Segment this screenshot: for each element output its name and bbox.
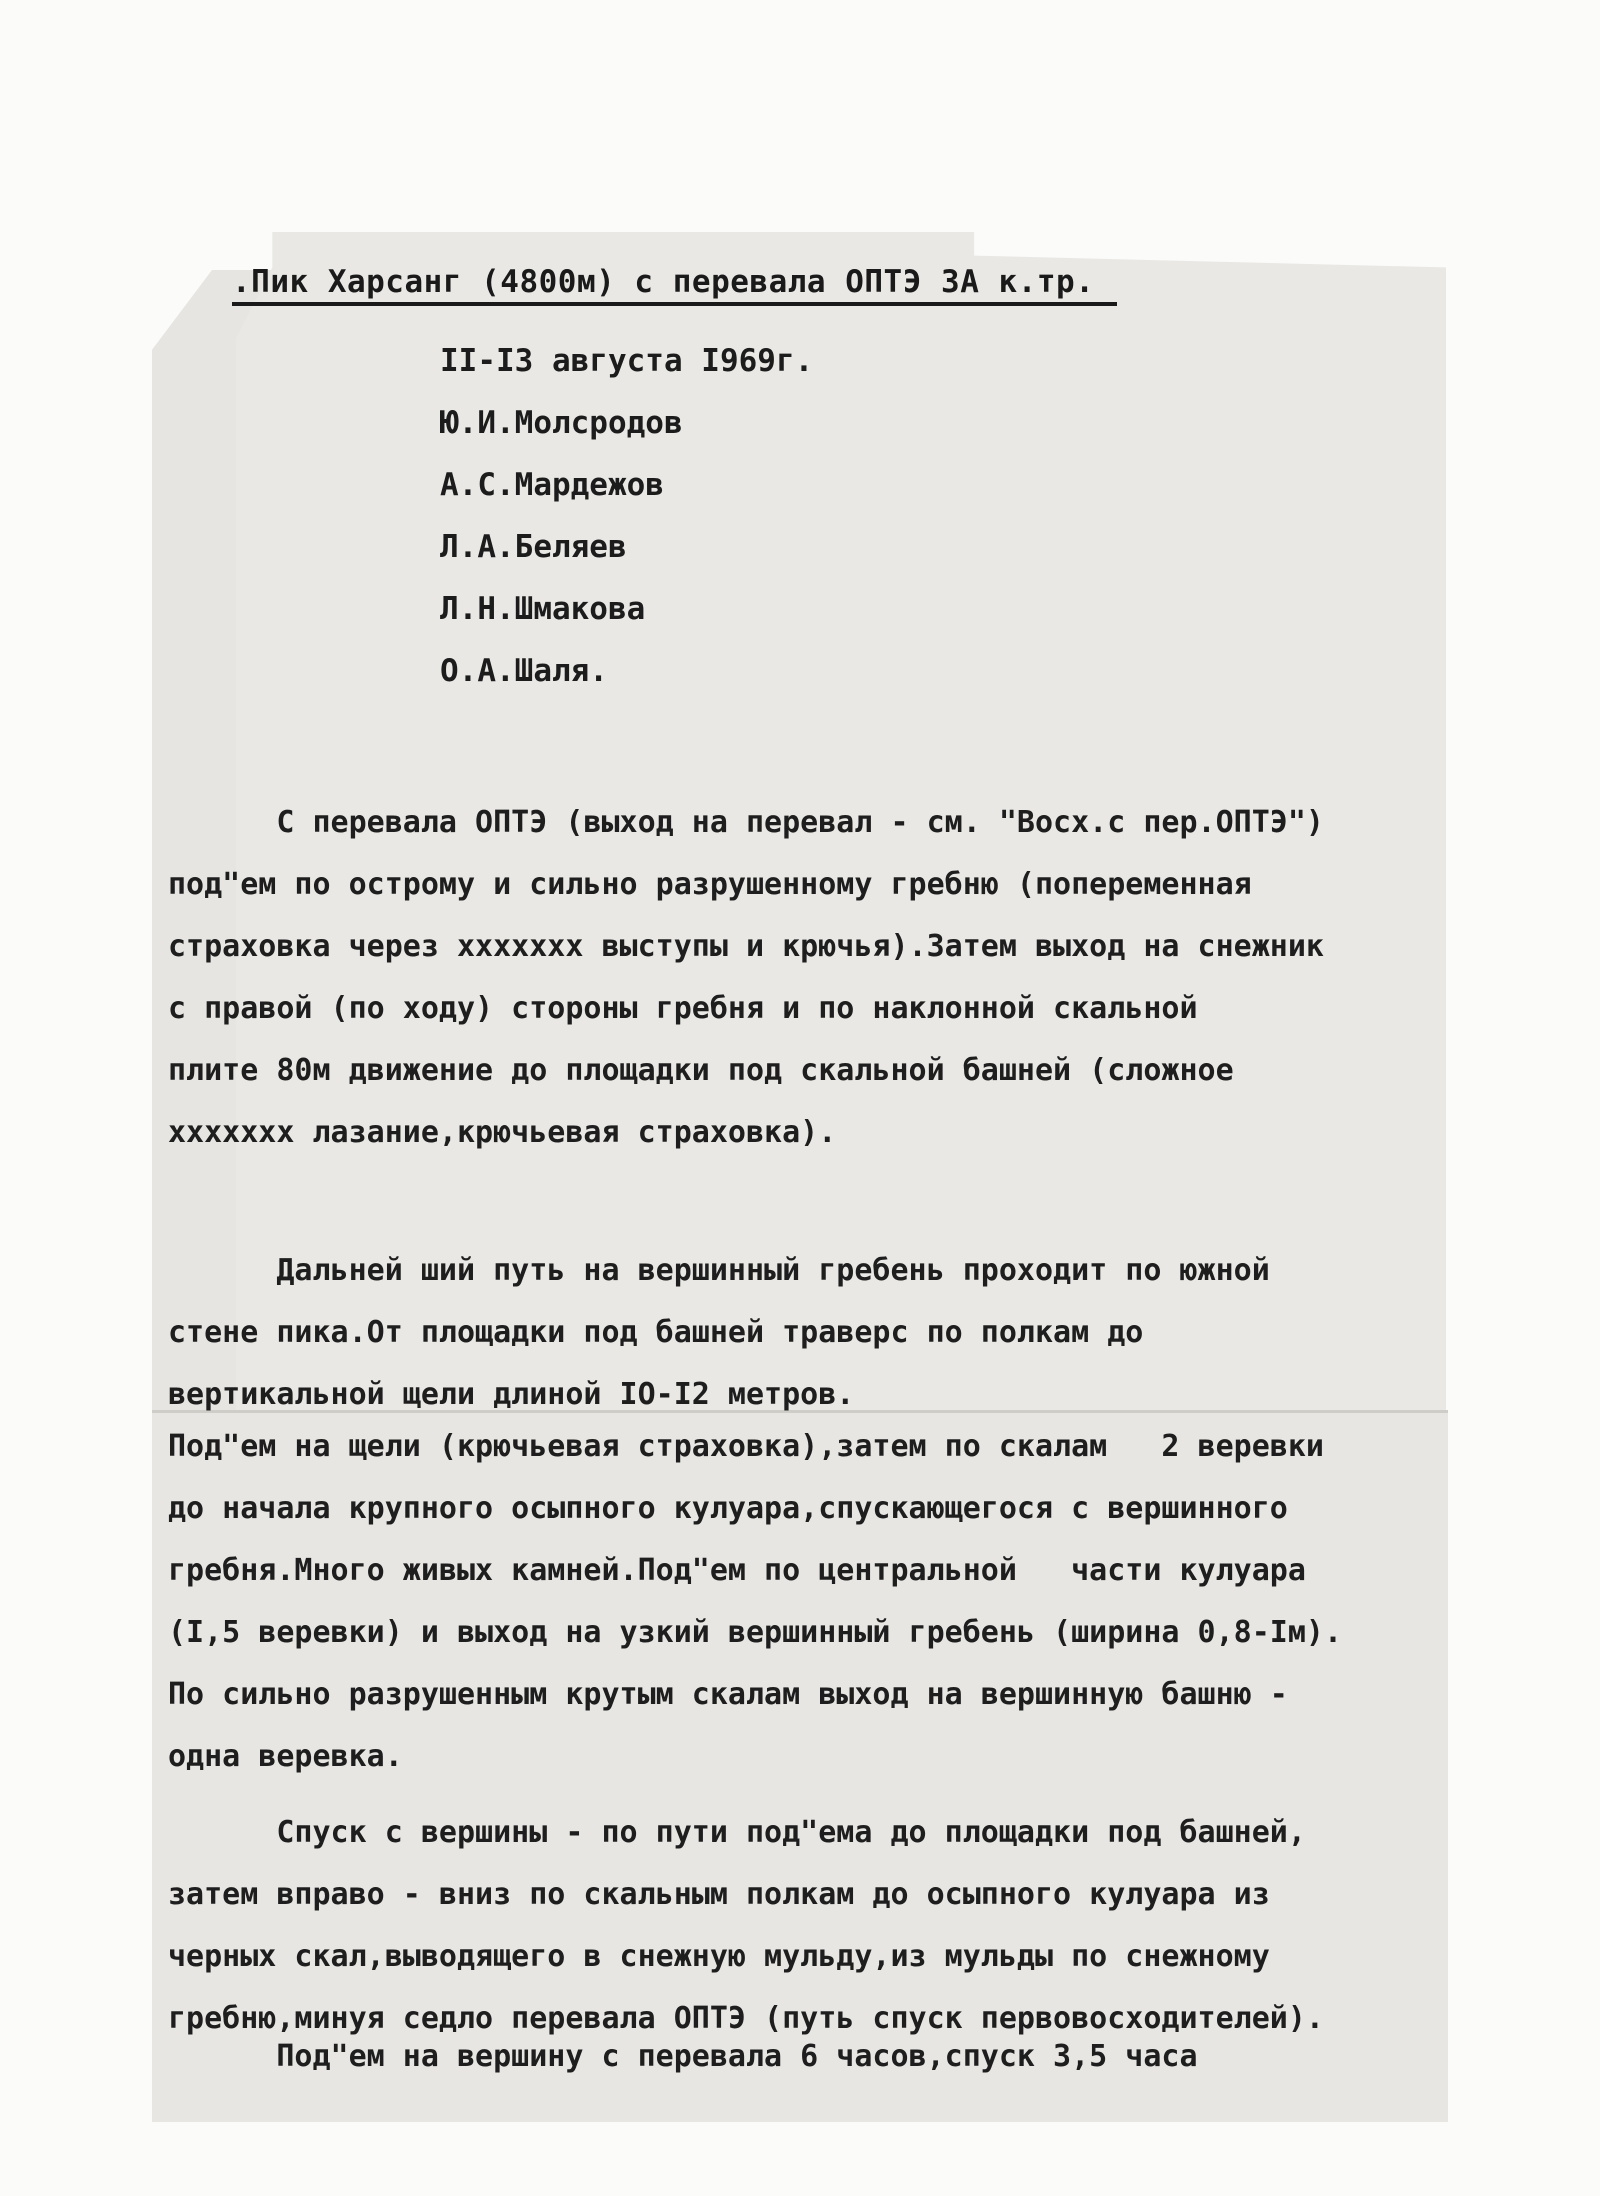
text-line: затем вправо - вниз по скальным полкам до осыпного кулуара из xyxy=(168,1877,1270,1912)
date-line: II-I3 августа I969г. xyxy=(440,343,814,379)
text-line: одна веревка. xyxy=(168,1739,403,1774)
paragraph-descent xyxy=(168,1802,1408,2050)
text-line: плите 80м движение до площадки под скальной башней (сложное xyxy=(168,1053,1234,1088)
member-name: А.С.Мардежов xyxy=(440,467,664,503)
text-line: гребню,минуя седло перевала ОПТЭ (путь спуск первовосходителей). xyxy=(168,2001,1324,2036)
text-line: (I,5 веревки) и выход на узкий вершинный гребень (ширина 0,8-Iм). xyxy=(168,1615,1342,1650)
member-name: Ю.И.Молсродов xyxy=(440,405,683,441)
member-name: Л.А.Беляев xyxy=(440,529,627,565)
text-line: Под"ем на щели (крючьевая страховка),затем по скалам 2 веревки xyxy=(168,1429,1324,1464)
text-line: Спуск с вершины - по пути под"ема до площадки под башней, xyxy=(168,1815,1306,1850)
member-name: Л.Н.Шмакова xyxy=(440,591,646,627)
text-line: xxxxxxx лазание,крючьевая страховка). xyxy=(168,1115,837,1150)
text-line: По сильно разрушенным крутым скалам выход на вершинную башню - xyxy=(168,1677,1288,1712)
text-line: Под"ем на вершину с перевала 6 часов,спуск 3,5 часа xyxy=(168,2039,1198,2074)
text-line: страховка через xxxxxxx выступы и крючья).Затем выход на снежник xyxy=(168,929,1324,964)
text-line: гребня.Много живых камней.Под"ем по центральной части кулуара xyxy=(168,1553,1306,1588)
text-line: стене пика.От площадки под башней траверс по полкам до xyxy=(168,1315,1144,1350)
text-line: с правой (по ходу) стороны гребня и по наклонной скальной xyxy=(168,991,1198,1026)
paragraph-timing xyxy=(168,2026,1408,2088)
document-title: .Пик Харсанг (4800м) с перевала ОПТЭ 3А к.тр. xyxy=(232,264,1095,300)
text-line: С перевала ОПТЭ (выход на перевал - см. "Восх.с пер.ОПТЭ") xyxy=(168,805,1324,840)
paragraph-summit-ridge xyxy=(168,1416,1408,1788)
header-block xyxy=(440,330,813,702)
title-underline xyxy=(232,302,1117,306)
text-line: черных скал,выводящего в снежную мульду,из мульды по снежному xyxy=(168,1939,1270,1974)
text-line: вертикальной щели длиной IO-I2 метров. xyxy=(168,1377,855,1412)
text-line: Дальней ший путь на вершинный гребень проходит по южной xyxy=(168,1253,1270,1288)
member-name: О.А.Шаля. xyxy=(440,653,608,689)
paragraph-south-wall xyxy=(168,1240,1408,1426)
text-line: под"ем по острому и сильно разрушенному гребню (попеременная xyxy=(168,867,1252,902)
text-line: до начала крупного осыпного кулуара,спускающегося с вершинного xyxy=(168,1491,1288,1526)
paragraph-ascent-start xyxy=(168,792,1408,1164)
